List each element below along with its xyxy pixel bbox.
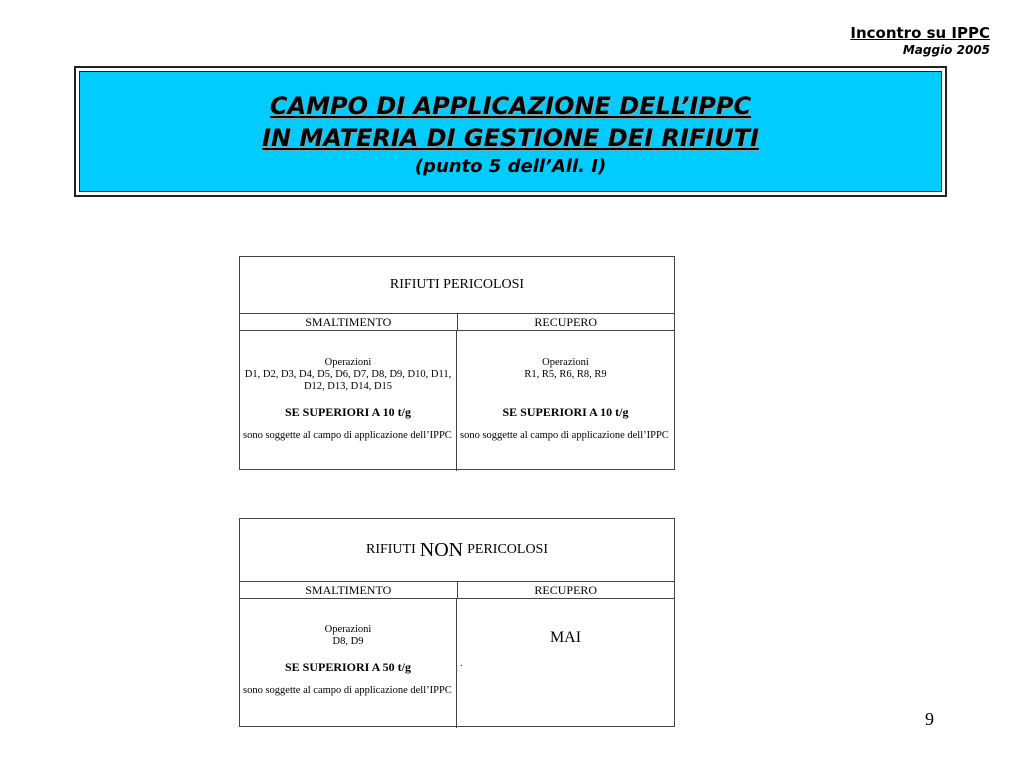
title-box <box>74 66 947 197</box>
column-header-disposal: SMALTIMENTO <box>240 582 458 598</box>
operations-label: Operazioni <box>324 624 372 635</box>
event-date: Maggio 2005 <box>902 43 990 57</box>
table-nonhazardous-body <box>240 599 674 728</box>
threshold-text: SE SUPERIORI A 10 t/g <box>284 405 412 419</box>
table-hazardous-body <box>240 331 674 471</box>
operations-list: D1, D2, D3, D4, D5, D6, D7, D8, D9, D10, D11, D12, D13, D14, D15 <box>244 369 452 392</box>
page-number: 9 <box>925 709 934 729</box>
table-hazardous-title <box>240 257 674 314</box>
threshold-text: SE SUPERIORI A 10 t/g <box>502 405 629 419</box>
table-nonhazardous-title <box>240 519 674 582</box>
never-text: MAI <box>549 629 582 646</box>
column-header-disposal: SMALTIMENTO <box>240 314 458 330</box>
cell-disposal <box>240 331 457 471</box>
table-hazardous-title-text: RIFIUTI PERICOLOSI <box>389 277 525 292</box>
note-text: sono soggette al campo di applicazione dell’IPPC <box>243 685 452 696</box>
table-hazardous-waste <box>239 256 675 470</box>
header <box>850 24 990 57</box>
title-suffix: PERICOLOSI <box>467 542 549 557</box>
column-header-recovery: RECUPERO <box>534 583 598 597</box>
event-title: Incontro su IPPC <box>850 24 990 42</box>
title-line-2: IN MATERIA DI GESTIONE DEI RIFIUTI <box>262 124 759 152</box>
operations-label: Operazioni <box>542 357 589 368</box>
title-subtitle: (punto 5 dell’All. I) <box>414 156 607 177</box>
operations-label: Operazioni <box>324 357 372 368</box>
note-text: sono soggette al campo di applicazione dell’IPPC <box>243 430 452 441</box>
dot-mark: . <box>460 658 463 669</box>
table-nonhazardous-waste <box>239 518 675 727</box>
cell-recovery <box>457 599 674 728</box>
title-line-1: CAMPO DI APPLICAZIONE DELL’IPPC <box>269 92 752 120</box>
table-hazardous-columns <box>240 314 674 331</box>
operations-list: R1, R5, R6, R8, R9 <box>524 369 607 380</box>
column-header-recovery: RECUPERO <box>534 315 598 329</box>
operations-list: D8, D9 <box>332 636 364 647</box>
title-box-inner <box>79 71 942 192</box>
threshold-text: SE SUPERIORI A 50 t/g <box>284 660 412 674</box>
title-prefix: RIFIUTI <box>365 542 416 557</box>
cell-disposal <box>240 599 457 728</box>
note-text: sono soggette al campo di applicazione dell’IPPC <box>460 430 669 441</box>
table-nonhazardous-columns <box>240 582 674 599</box>
cell-recovery <box>457 331 674 471</box>
title-emphasis: NON <box>419 538 464 561</box>
